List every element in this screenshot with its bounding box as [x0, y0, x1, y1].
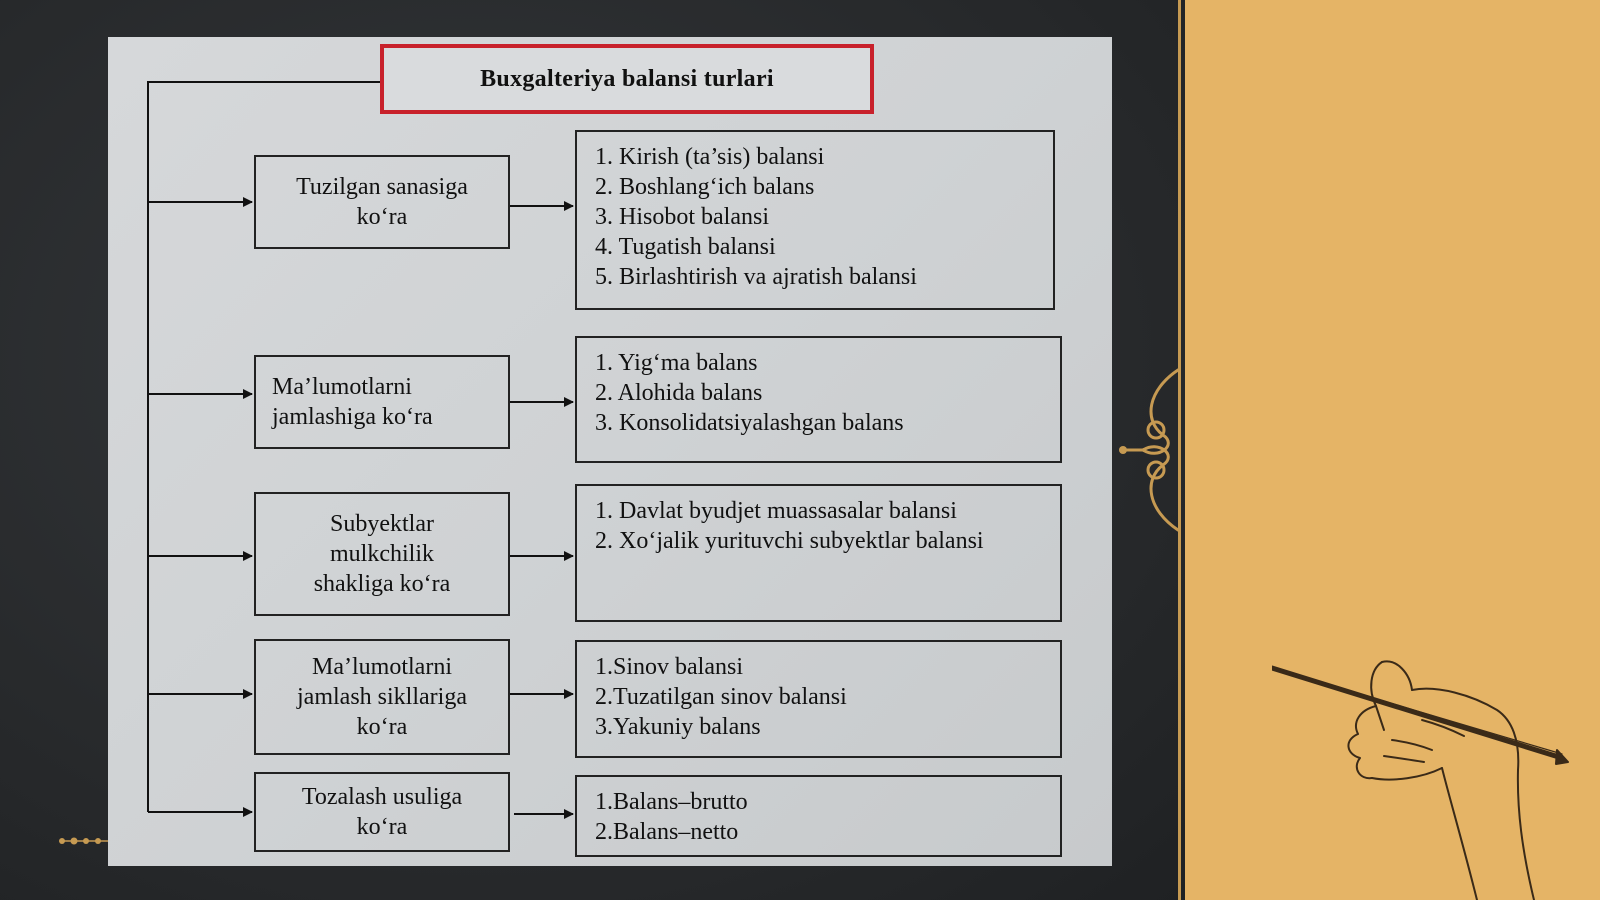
category-label-line: Ma’lumotlarni: [272, 374, 412, 400]
items-box: [575, 640, 1062, 758]
category-label-line: ko‘ra: [356, 814, 408, 840]
list-item: 4. Tugatish balansi: [595, 234, 776, 260]
category-label-line: Subyektlar: [330, 511, 434, 537]
list-item: 2. Boshlang‘ich balans: [595, 174, 815, 200]
items-box: [575, 130, 1055, 310]
list-item: 2.Tuzatilgan sinov balansi: [595, 684, 847, 710]
category-label-line: Ma’lumotlarni: [312, 654, 452, 680]
hand-with-pencil-icon: [1272, 650, 1592, 900]
list-item: 5. Birlashtirish va ajratish balansi: [595, 264, 917, 290]
category-label-line: ko‘ra: [356, 204, 408, 230]
list-item: 2. Alohida balans: [595, 380, 763, 406]
category-label-line: Tuzilgan sanasiga: [296, 174, 468, 200]
list-item: 3. Konsolidatsiyalashgan balans: [595, 410, 904, 436]
list-item: 3.Yakuniy balans: [595, 714, 761, 740]
category-box: [254, 492, 510, 616]
list-item: 1.Balans–brutto: [595, 789, 748, 815]
list-item: 1. Yig‘ma balans: [595, 350, 758, 376]
category-box: [254, 355, 510, 449]
list-item: 1. Kirish (ta’sis) balansi: [595, 144, 825, 170]
category-label-line: ko‘ra: [356, 714, 408, 740]
list-item: 1. Davlat byudjet muassasalar balansi: [595, 498, 957, 524]
category-label-line: jamlashiga ko‘ra: [272, 404, 433, 430]
category-box: [254, 155, 510, 249]
list-item: 3. Hisobot balansi: [595, 204, 769, 230]
category-label-line: Tozalash usuliga: [301, 784, 463, 810]
diagram-title: Buxgalteriya balansi turlari: [380, 44, 874, 114]
items-box: [575, 484, 1062, 622]
diagram-slide: [108, 37, 1112, 866]
ornament-dots-icon: [56, 834, 116, 848]
items-box: [575, 336, 1062, 463]
list-item: 2.Balans–netto: [595, 819, 739, 845]
items-box: [575, 775, 1062, 857]
category-label-line: shakliga ko‘ra: [313, 571, 451, 597]
list-item: 2. Xo‘jalik yurituvchi subyektlar balansi: [595, 528, 984, 554]
category-box: [254, 639, 510, 755]
ornament-flourish-icon: [1118, 360, 1188, 540]
category-box: [254, 772, 510, 852]
category-label-line: jamlash sikllariga: [297, 684, 467, 710]
list-item: 1.Sinov balansi: [595, 654, 743, 680]
category-label-line: mulkchilik: [330, 541, 434, 567]
